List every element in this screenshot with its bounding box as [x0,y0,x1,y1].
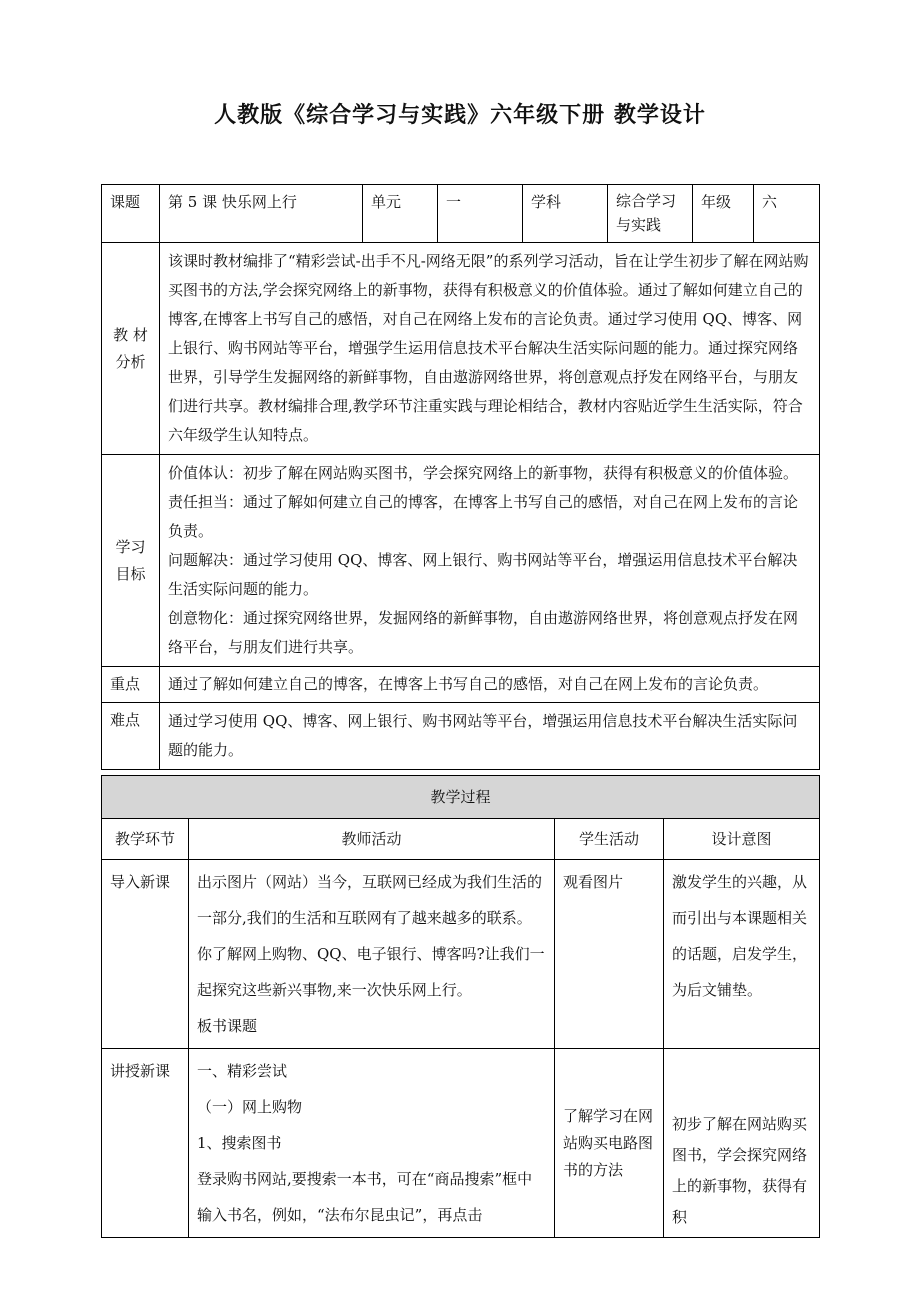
teacher-paragraph: （一）网上购物 [197,1098,303,1116]
unit-value: 一 [438,185,523,243]
process-column-headers [102,819,820,860]
objective-item: 创意物化：通过探究网络世界，发掘网络的新鲜事物，自由遨游网络世界，将创意观点抒发在网络平台，与朋友们进行共享。 [168,609,799,656]
teacher-activity [189,860,555,1049]
student-activity: 观看图片 [555,860,664,1049]
difficulty-label: 难点 [102,703,160,770]
objective-item: 责任担当：通过了解如何建立自己的博客，在博客上书写自己的感悟，对自己在网上发布的言论负责。 [168,493,799,540]
design-intent: 初步了解在网站购买图书，学会探究网络上的新事物，获得有积 [664,1049,820,1238]
teacher-paragraph: 登录购书网站,要搜索一本书，可在“商品搜索”框中输入书名，例如，“法布尔昆虫记”，再点击 [197,1170,533,1224]
process-heading: 教学过程 [102,776,820,819]
lesson-value: 第 5 课 快乐网上行 [160,185,363,243]
student-activity: 了解学习在网站购买电路图书的方法 [555,1049,664,1238]
lesson-label: 课题 [102,185,160,243]
grade-value: 六 [754,185,820,243]
lesson-info-table [101,184,820,770]
analysis-row [102,243,820,455]
teacher-paragraph: 出示图片（网站）当今，互联网已经成为我们生活的一部分,我们的生活和互联网有了越来越多的联系。你了解网上购物、QQ、电子银行、博客吗?让我们一起探究这些新兴事物,来一次快乐网上行。 [197,873,545,999]
difficulty-text: 通过学习使用 QQ、博客、网上银行、购书网站等平台，增强运用信息技术平台解决生活实际问题的能力。 [160,703,820,770]
key-point-label: 重点 [102,667,160,703]
column-header: 教师活动 [189,819,555,860]
key-point-text: 通过了解如何建立自己的博客，在博客上书写自己的感悟，对自己在网上发布的言论负责。 [160,667,820,703]
objective-item: 价值体认：初步了解在网站购买图书，学会探究网络上的新事物，获得有积极意义的价值体验。 [168,464,799,482]
teacher-paragraph: 1、搜索图书 [197,1134,282,1152]
analysis-label: 教 材 分析 [102,243,160,455]
subject-label: 学科 [523,185,608,243]
grade-label: 年级 [693,185,754,243]
header-row [102,185,820,243]
process-table [101,775,820,1238]
column-header: 设计意图 [664,819,820,860]
stage-cell: 导入新课 [102,860,189,1049]
column-header: 教学环节 [102,819,189,860]
objective-item: 问题解决：通过学习使用 QQ、博客、网上银行、购书网站等平台，增强运用信息技术平台解决生活实际问题的能力。 [168,551,798,598]
objectives-row [102,455,820,667]
process-row [102,860,820,1049]
key-point-row [102,667,820,703]
design-intent: 激发学生的兴趣，从而引出与本课题相关的话题，启发学生，为后文铺垫。 [664,860,820,1049]
column-header: 学生活动 [555,819,664,860]
document-title: 人教版《综合学习与实践》六年级下册 教学设计 [214,103,706,128]
stage-cell: 讲授新课 [102,1049,189,1238]
analysis-text: 该课时教材编排了“精彩尝试-出手不凡-网络无限”的系列学习活动，旨在让学生初步了解在网站购买图书的方法,学会探究网络上的新事物，获得有积极意义的价值体验。通过了解如何建立自己的博客,在博客上书写自己的感悟，对自己在网络上发布的言论负责。通过学习使用 QQ、博客、网上银行、购书网站等平台，增强学生运用信息技术平台解决生活实际问题的能力。通过探究网络世界，引导学生发掘网络的新鲜事物，自由遨游网络世界，将创意观点抒发在网络平台，与朋友们进行共享。教材编排合理,教学环节注重实践与理论相结合，教材内容贴近学生生活实际，符合六年级学生认知特点。 [160,243,820,455]
unit-label: 单元 [363,185,438,243]
teacher-paragraph: 板书课题 [197,1017,258,1035]
process-row [102,1049,820,1238]
objectives-list [160,455,820,667]
teacher-paragraph: 一、精彩尝试 [197,1062,288,1080]
subject-value: 综合学习与实践 [608,185,693,243]
objectives-label: 学习目标 [102,455,160,667]
teacher-activity [189,1049,555,1238]
difficulty-row [102,703,820,770]
process-heading-row [102,776,820,819]
